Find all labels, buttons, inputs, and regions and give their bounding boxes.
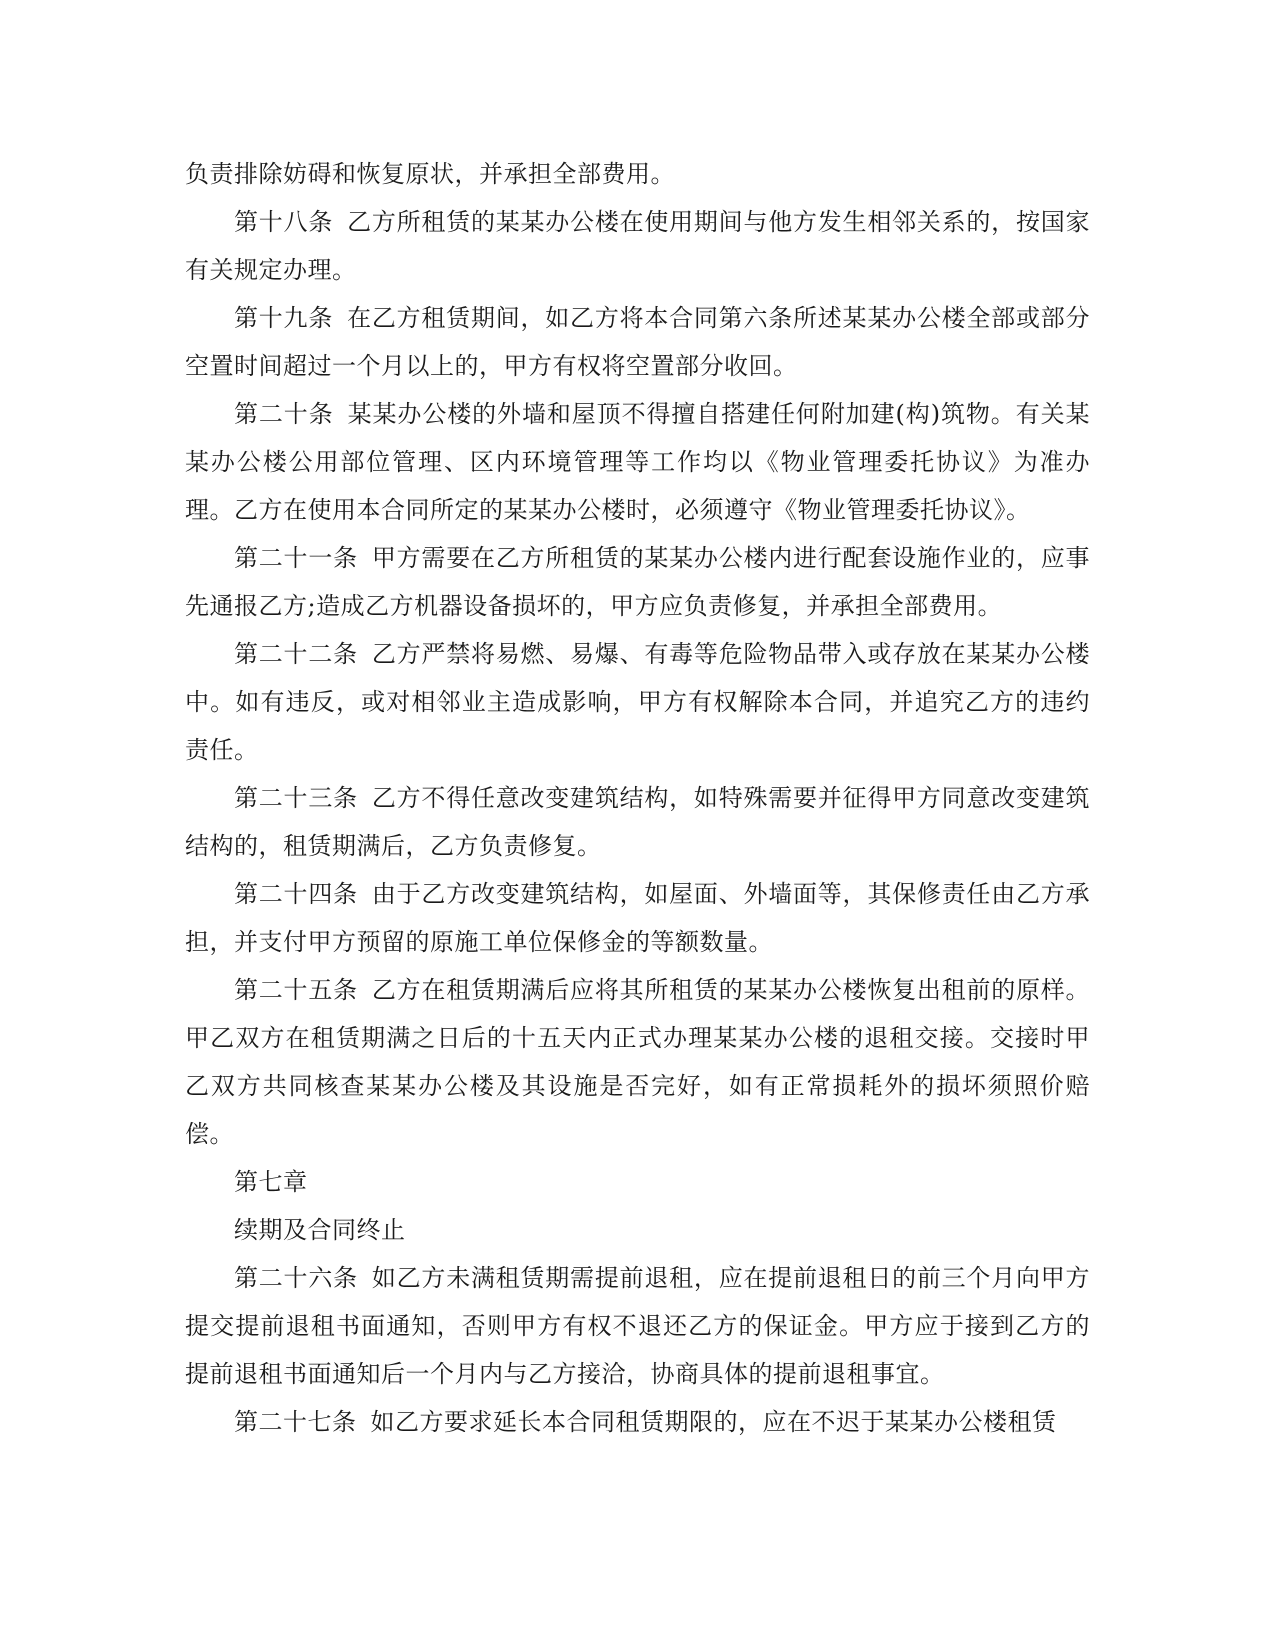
article-26	[185, 1254, 1090, 1398]
article-19	[185, 294, 1090, 390]
article-text: 乙方严禁将易燃、易爆、有毒等危险物品带入或存放在某某办公楼中。如有违反，或对相邻业主造成影响，甲方有权解除本合同，并追究乙方的违约责任。	[185, 640, 1091, 764]
article-20	[185, 390, 1090, 534]
article-number: 第二十四条	[234, 880, 358, 908]
article-number: 第二十五条	[234, 976, 358, 1004]
article-21	[185, 534, 1090, 630]
article-number: 第二十六条	[234, 1264, 358, 1292]
paragraph-continuation	[185, 150, 1090, 198]
article-18	[185, 198, 1090, 294]
article-number: 第二十一条	[234, 544, 358, 572]
article-text: 如乙方要求延长本合同租赁期限的，应在不迟于某某办公楼租赁	[370, 1408, 1057, 1436]
article-number: 第十九条	[234, 304, 334, 332]
article-25	[185, 966, 1090, 1158]
article-text: 乙方不得任意改变建筑结构，如特殊需要并征得甲方同意改变建筑结构的，租赁期满后，乙方负责修复。	[185, 784, 1091, 860]
document-body	[185, 150, 1090, 1446]
article-text: 如乙方未满租赁期需提前退租，应在提前退租日的前三个月向甲方提交提前退租书面通知，否则甲方有权不退还乙方的保证金。甲方应于接到乙方的提前退租书面通知后一个月内与乙方接洽，协商具体的提前退租事宜。	[185, 1264, 1091, 1388]
article-number: 第二十二条	[234, 640, 358, 668]
chapter-title	[185, 1206, 1090, 1254]
chapter-title-text: 续期及合同终止	[234, 1216, 406, 1244]
chapter-number: 第七章	[234, 1168, 308, 1196]
article-27	[185, 1398, 1090, 1446]
article-24	[185, 870, 1090, 966]
article-22	[185, 630, 1090, 774]
article-text: 乙方在租赁期满后应将其所租赁的某某办公楼恢复出租前的原样。甲乙双方在租赁期满之日后的十五天内正式办理某某办公楼的退租交接。交接时甲乙双方共同核查某某办公楼及其设施是否完好，如有正常损耗外的损坏须照价赔偿。	[185, 976, 1091, 1148]
article-text: 由于乙方改变建筑结构，如屋面、外墙面等，其保修责任由乙方承担，并支付甲方预留的原施工单位保修金的等额数量。	[185, 880, 1091, 956]
article-text: 某某办公楼的外墙和屋顶不得擅自搭建任何附加建(构)筑物。有关某某办公楼公用部位管理、区内环境管理等工作均以《物业管理委托协议》为准办理。乙方在使用本合同所定的某某办公楼时，必须遵守《物业管理委托协议》。	[185, 400, 1090, 524]
article-text: 乙方所租赁的某某办公楼在使用期间与他方发生相邻关系的，按国家有关规定办理。	[185, 208, 1091, 284]
article-text: 在乙方租赁期间，如乙方将本合同第六条所述某某办公楼全部或部分空置时间超过一个月以上的，甲方有权将空置部分收回。	[185, 304, 1091, 380]
paragraph-text: 负责排除妨碍和恢复原状，并承担全部费用。	[185, 160, 675, 188]
article-23	[185, 774, 1090, 870]
article-number: 第二十七条	[234, 1408, 357, 1436]
chapter-heading	[185, 1158, 1090, 1206]
article-number: 第十八条	[234, 208, 334, 236]
article-number: 第二十三条	[234, 784, 358, 812]
article-number: 第二十条	[234, 400, 334, 428]
article-text: 甲方需要在乙方所租赁的某某办公楼内进行配套设施作业的，应事先通报乙方;造成乙方机器设备损坏的，甲方应负责修复，并承担全部费用。	[185, 544, 1091, 620]
